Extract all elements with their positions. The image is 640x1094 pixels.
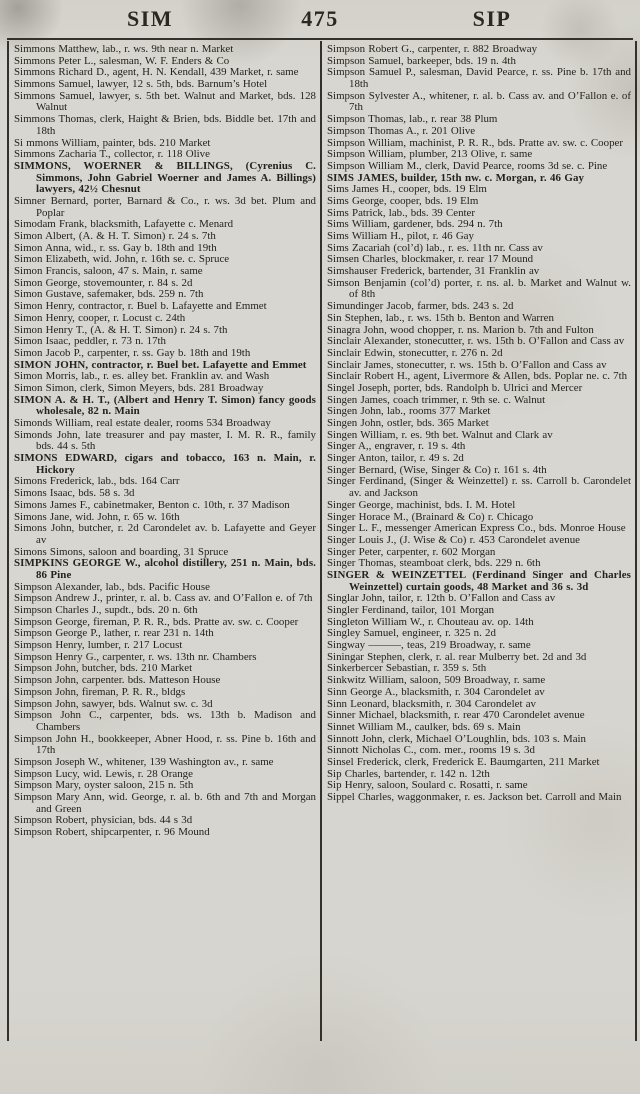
directory-entry: Simpson Mary Ann, wid. George, r. al. b. 6th and 7th and Morgan and Green xyxy=(14,791,316,815)
directory-entry: Singen John, lab., rooms 377 Market xyxy=(327,405,491,418)
header-right-guide-word: SIP xyxy=(472,6,512,31)
directory-entry: Simmons Matthew, lab., r. ws. 9th near n. Market xyxy=(14,43,234,55)
directory-entry: Simmons Thomas, clerk, Haight & Brien, bds. Biddle bet. 17th and 18th xyxy=(14,113,316,137)
directory-entry: Sip Charles, bartender, r. 142 n. 12th xyxy=(327,767,490,780)
directory-entry: Singer Ferdinand, (Singer & Weinzettel) r. ss. Carroll b. Carondelet av. and Jackson xyxy=(327,475,631,500)
directory-entry: Simon Francis, saloon, 47 s. Main, r. same xyxy=(14,265,203,278)
directory-entry: Simons Simons, saloon and boarding, 31 Spruce xyxy=(14,545,229,558)
directory-entry: Simpson George P., lather, r. rear 231 n. 14th xyxy=(14,627,214,640)
directory-entry: Simpson Mary, oyster saloon, 215 n. 5th xyxy=(14,779,194,792)
directory-entry: Simpson Thomas, lab., r. rear 38 Plum xyxy=(327,113,498,126)
directory-entry: Singlar John, tailor, r. 12th b. O’Fallon and Cass av xyxy=(327,592,556,605)
directory-entry: Sinclair Edwin, stonecutter, r. 276 n. 2d xyxy=(327,346,503,359)
directory-entry: Simpson Charles J., supdt., bds. 20 n. 6th xyxy=(14,604,198,616)
header-page-number: 475 xyxy=(301,6,339,31)
directory-entry: Sims William, gardener, bds. 294 n. 7th xyxy=(327,218,503,231)
directory-entry: Singley Samuel, engineer, r. 325 n. 2d xyxy=(327,627,496,640)
directory-entry: Simpson John, carpenter. bds. Matteson House xyxy=(14,674,221,687)
directory-entry: Simon Morris, lab., r. es. alley bet. Franklin av. and Wash xyxy=(14,370,270,383)
directory-entry: Simpson John H., bookkeeper, Abner Hood, r. ss. Pine b. 16th and 17th xyxy=(14,732,316,757)
directory-entry: Singer George, machinist, bds. I. M. Hotel xyxy=(327,498,516,511)
directory-entry: Simmons Samuel, lawyer, 12 s. 5th, bds. Barnum’s Hotel xyxy=(14,78,268,91)
directory-entry: Sinner Michael, blacksmith, r. rear 470 Carondelet avenue xyxy=(327,709,585,722)
directory-entry: Simodam Frank, blacksmith, Lafayette c. Menard xyxy=(14,218,234,231)
directory-entry: Simonds John, late treasurer and pay master, I. M. R. R., family bds. 44 s. 5th xyxy=(14,428,316,453)
directory-entry: Sinkerbercer Sebastian, r. 359 s. 5th xyxy=(327,662,487,675)
directory-entry: Simpson Lucy, wid. Lewis, r. 28 Orange xyxy=(14,767,193,780)
directory-entry: Simpson William M., clerk, David Pearce, rooms 3d se. c. Pine xyxy=(327,159,608,172)
directory-entry: Sims James H., cooper, bds. 19 Elm xyxy=(327,183,487,196)
directory-entry: Sinnott Nicholas C., com. mer., rooms 19 s. 3d xyxy=(327,744,535,757)
directory-entry: SIMPKINS GEORGE W., alcohol distillery, 251 n. Main, bds. 86 Pine xyxy=(14,557,316,581)
directory-entry: Simpson John, sawyer, bds. Walnut sw. c. 3d xyxy=(14,697,213,710)
directory-entry: Simon Henry T., (A. & H. T. Simon) r. 24 s. 7th xyxy=(14,323,228,336)
directory-entry: Simon Anna, wid., r. ss. Gay b. 18th and 19th xyxy=(14,241,217,254)
directory-entry: Simshauser Frederick, bartender, 31 Franklin av xyxy=(327,265,540,278)
directory-entry: Simmons Richard D., agent, H. N. Kendall, 439 Market, r. same xyxy=(14,66,299,79)
directory-entry: Singel Joseph, porter, bds. Randolph b. Ulrici and Mercer xyxy=(327,381,583,394)
directory-entry: Simpson Robert G., carpenter, r. 882 Broadway xyxy=(327,43,538,55)
left-column xyxy=(9,41,322,1041)
directory-entry: Simon Henry, contractor, r. Buel b. Lafayette and Emmet xyxy=(14,300,267,313)
directory-entry: Sip Henry, saloon, Soulard c. Rosatti, r. same xyxy=(327,779,528,792)
directory-entry: Simons James F., cabinetmaker, Benton c. 10th, r. 37 Madison xyxy=(14,498,290,511)
directory-entry: Sinsel Frederick, clerk, Frederick E. Baumgarten, 211 Market xyxy=(327,755,600,768)
directory-entry: Singen James, coach trimmer, r. 9th se. c. Walnut xyxy=(327,393,546,406)
directory-entry: Simpson Samuel, barkeeper, bds. 19 n. 4th xyxy=(327,54,516,67)
directory-entry: Simpson Henry, lumber, r. 217 Locust xyxy=(14,639,183,652)
page-header xyxy=(0,6,640,38)
directory-entry: Simpson John C., carpenter, bds. ws. 13th b. Madison and Chambers xyxy=(14,709,316,733)
directory-entry: Simpson Andrew J., printer, r. al. b. Cass av. and O’Fallon e. of 7th xyxy=(14,592,313,605)
directory-entry: Singer L. F., messenger American Express Co., bds. Monroe House xyxy=(327,522,626,535)
directory-entry: Simson Benjamin (col’d) porter, r. ns. al. b. Market and Walnut w. of 8th xyxy=(327,276,631,301)
directory-entry: Simmons Samuel, lawyer, s. 5th bet. Walnut and Market, bds. 128 Walnut xyxy=(14,89,316,114)
directory-entry: Simon Gustave, safemaker, bds. 259 n. 7th xyxy=(14,288,204,301)
directory-entry: Simons Isaac, bds. 58 s. 3d xyxy=(14,487,135,500)
directory-entry: Sinclair James, stonecutter, r. ws. 15th b. O’Fallon and Cass av xyxy=(327,358,607,371)
directory-entry: Simsen Charles, blockmaker, r. rear 17 Mound xyxy=(327,253,534,266)
directory-entry: Simmons Peter L., salesman, W. F. Enders & Co xyxy=(14,54,230,67)
directory-entry: Sims William H., pilot, r. 46 Gay xyxy=(327,230,474,242)
directory-entry: Singler Ferdinand, tailor, 101 Morgan xyxy=(327,604,495,616)
directory-entry: Sinclair Alexander, stonecutter, r. ws. 15th b. O’Fallon and Cass av xyxy=(327,335,625,348)
directory-entry: Singen William, r. es. 9th bet. Walnut and Clark av xyxy=(327,428,553,441)
directory-entry: Simundinger Jacob, farmer, bds. 243 s. 2d xyxy=(327,300,514,313)
directory-entry: Simpson George, fireman, P. R. R., bds. Pratte av. sw. c. Cooper xyxy=(14,615,299,628)
directory-entry: Sims Patrick, lab., bds. 39 Center xyxy=(327,206,475,219)
directory-entry: Simon Jacob P., carpenter, r. ss. Gay b. 18th and 19th xyxy=(14,346,251,359)
directory-entry: Sippel Charles, waggonmaker, r. es. Jackson bet. Carroll and Main xyxy=(327,791,622,803)
directory-entry: Simpson Joseph W., whitener, 139 Washington av., r. same xyxy=(14,755,274,768)
directory-entry: Singen John, ostler, bds. 365 Market xyxy=(327,417,489,429)
directory-columns xyxy=(7,41,637,1041)
directory-entry: Simons Jane, wid. John, r. 65 w. 16th xyxy=(14,510,180,523)
directory-entry: Simons John, butcher, r. 2d Carondelet av. b. Lafayette and Geyer av xyxy=(14,522,316,546)
directory-entry: Simon George, stovemounter, r. 84 s. 2d xyxy=(14,276,193,289)
directory-entry: Simpson Samuel P., salesman, David Pearce, r. ss. Pine b. 17th and 18th xyxy=(327,66,631,91)
directory-entry: Simon Henry, cooper, r. Locust c. 24th xyxy=(14,311,186,324)
directory-entry: Singway ———, teas, 219 Broadway, r. same xyxy=(327,639,531,652)
directory-entry: Sinn George A., blacksmith, r. 304 Carondelet av xyxy=(327,685,545,698)
directory-entry: Simpson William, machinist, P. R. R., bds. Pratte av. sw. c. Cooper xyxy=(327,136,623,149)
directory-entry: Simon Elizabeth, wid. John, r. 16th se. c. Spruce xyxy=(14,253,230,266)
directory-entry: Singer Horace M., (Brainard & Co) r. Chicago xyxy=(327,510,534,523)
directory-entry: Simpson Robert, physician, bds. 44 s 3d xyxy=(14,814,193,827)
directory-entry: Simpson Thomas A., r. 201 Olive xyxy=(327,124,476,137)
directory-entry: Simner Bernard, porter, Barnard & Co., r. ws. 3d bet. Plum and Poplar xyxy=(14,194,316,219)
directory-entry: Simon Isaac, peddler, r. 73 n. 17th xyxy=(14,335,166,348)
directory-entry: Singer A,, engraver, r. 19 s. 4th xyxy=(327,440,466,453)
directory-entry: Singer Peter, carpenter, r. 602 Morgan xyxy=(327,545,496,558)
directory-entry: Sinclair Robert H., agent, Livermore & Allen, bds. Poplar ne. c. 7th xyxy=(327,370,628,383)
directory-entry: Sims Zacariah (col’d) lab., r. es. 11th nr. Cass av xyxy=(327,241,543,254)
directory-entry: Sinagra John, wood chopper, r. ns. Marion b. 7th and Fulton xyxy=(327,323,594,336)
directory-entry: Sinkwitz William, saloon, 509 Broadway, r. same xyxy=(327,674,546,687)
directory-entry: Singer Thomas, steamboat clerk, bds. 229 n. 6th xyxy=(327,557,541,570)
directory-entry: Singer Bernard, (Wise, Singer & Co) r. 161 s. 4th xyxy=(327,463,547,476)
directory-entry: Simpson John, fireman, P. R. R., bldgs xyxy=(14,685,186,698)
directory-entry: Singleton William W., r. Chouteau av. op. 14th xyxy=(327,615,534,628)
directory-entry: Sinn Leonard, blacksmith, r. 304 Carondelet av xyxy=(327,697,536,710)
directory-entry: Sinnet William M., caulker, bds. 69 s. Main xyxy=(327,720,521,733)
directory-entry: Simon Albert, (A. & H. T. Simon) r. 24 s. 7th xyxy=(14,230,216,242)
directory-entry: Sims George, cooper, bds. 19 Elm xyxy=(327,194,479,207)
header-rule xyxy=(7,38,633,40)
directory-entry: Sinnott John, clerk, Michael O’Loughlin, bds. 103 s. Main xyxy=(327,732,586,745)
directory-entry: SIMON JOHN, contractor, r. Buel bet. Lafayette and Emmet xyxy=(14,358,307,371)
directory-entry: Simpson William, plumber, 213 Olive, r. same xyxy=(327,148,533,161)
directory-entry: Simpson Robert, shipcarpenter, r. 96 Mound xyxy=(14,826,210,839)
directory-entry: Simon Simon, clerk, Simon Meyers, bds. 281 Broadway xyxy=(14,381,264,394)
directory-entry: Siningar Stephen, clerk, r. al. rear Mulberry bet. 2d and 3d xyxy=(327,650,587,663)
directory-entry: Simpson Sylvester A., whitener, r. al. b. Cass av. and O’Fallon e. of 7th xyxy=(327,89,631,114)
directory-entry: Si mmons William, painter, bds. 210 Market xyxy=(14,136,211,149)
directory-entry: SINGER & WEINZETTEL (Ferdinand Singer and Charles Weinzettel) curtain goods, 48 Market and 36 s. 3d xyxy=(327,568,631,593)
header-left-guide-word: SIM xyxy=(126,6,174,31)
directory-entry: Simonds William, real estate dealer, rooms 534 Broadway xyxy=(14,417,271,429)
directory-entry: SIMON A. & H. T., (Albert and Henry T. Simon) fancy goods wholesale, 82 n. Main xyxy=(14,393,316,418)
directory-entry: SIMONS EDWARD, cigars and tobacco, 163 n. Main, r. Hickory xyxy=(14,452,316,476)
directory-entry: Simmons Zacharia T., collector, r. 118 Olive xyxy=(14,148,210,161)
directory-entry: Simpson Henry G., carpenter, r. ws. 13th nr. Chambers xyxy=(14,650,257,663)
directory-entry: Simpson Alexander, lab., bds. Pacific House xyxy=(14,580,210,593)
directory-entry: Sin Stephen, lab., r. ws. 15th b. Benton and Warren xyxy=(327,311,554,324)
directory-entry: Simpson John, butcher, bds. 210 Market xyxy=(14,662,193,675)
right-column xyxy=(322,41,635,1041)
directory-entry: Singer Louis J., (J. Wise & Co) r. 453 Carondelet avenue xyxy=(327,533,580,546)
directory-entry: Simons Frederick, lab., bds. 164 Carr xyxy=(14,475,180,488)
directory-entry: Singer Anton, tailor, r. 49 s. 2d xyxy=(327,452,464,465)
directory-entry: SIMS JAMES, builder, 15th nw. c. Morgan, r. 46 Gay xyxy=(327,171,585,184)
directory-entry: SIMMONS, WOERNER & BILLINGS, (Cyrenius C. Simmons, John Gabriel Woerner and James A. Billings) lawyers, 42½ Chesnut xyxy=(14,159,316,196)
